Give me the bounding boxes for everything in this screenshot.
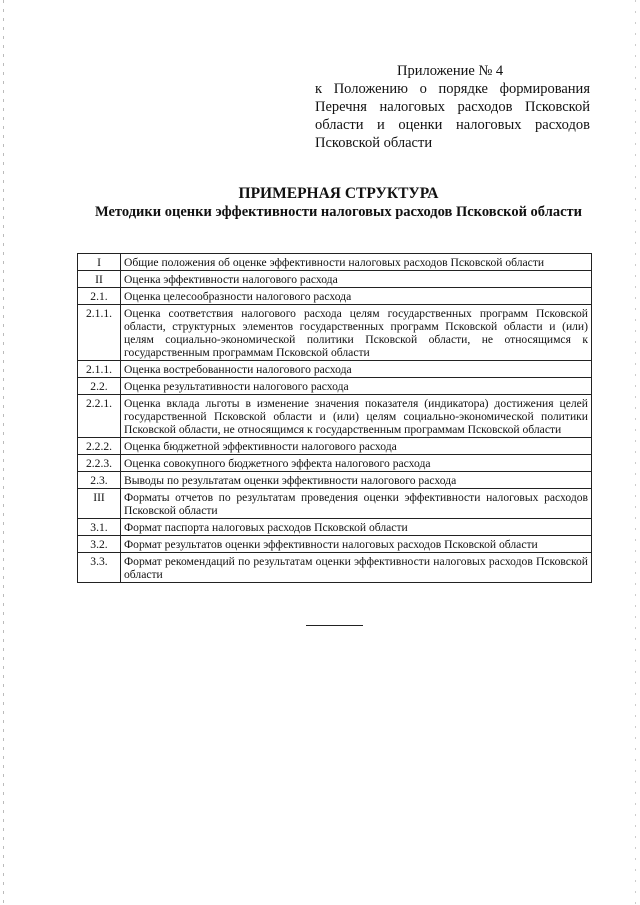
table-row <box>78 288 592 305</box>
row-number: 2.1. <box>78 288 121 305</box>
row-text: Оценка востребованности налогового расхода <box>121 361 592 378</box>
row-number: 2.2.2. <box>78 438 121 455</box>
row-text: Оценка результативности налогового расхода <box>121 378 592 395</box>
row-text: Оценка бюджетной эффективности налогового расхода <box>121 438 592 455</box>
table-row <box>78 378 592 395</box>
row-number: 2.2.1. <box>78 395 121 438</box>
row-text: Формат рекомендаций по результатам оценки эффективности налоговых расходов Псковской области <box>121 553 592 583</box>
document-subtitle: Методики оценки эффективности налоговых расходов Псковской области <box>95 204 582 220</box>
row-text: Выводы по результатам оценки эффективности налогового расхода <box>121 472 592 489</box>
row-text: Форматы отчетов по результатам проведения оценки эффективности налоговых расходов Псковской области <box>121 489 592 519</box>
scan-edge-right <box>635 0 636 905</box>
row-number: 2.2. <box>78 378 121 395</box>
table-row <box>78 472 592 489</box>
structure-table <box>77 253 592 583</box>
row-number: 3.3. <box>78 553 121 583</box>
row-text: Формат результатов оценки эффективности налоговых расходов Псковской области <box>121 536 592 553</box>
scan-edge-left <box>3 0 4 905</box>
row-text: Оценка вклада льготы в изменение значения показателя (индикатора) достижения целей государственной Псковской области и (или) целям социально-экономической политики Псковской области, не относящимся к государственным программам Псковской области <box>121 395 592 438</box>
document-title: ПРИМЕРНАЯ СТРУКТУРА <box>238 185 439 202</box>
table-row <box>78 438 592 455</box>
table-row <box>78 395 592 438</box>
row-number: II <box>78 271 121 288</box>
document-heading <box>75 184 602 221</box>
row-text: Оценка эффективности налогового расхода <box>121 271 592 288</box>
row-text: Оценка целесообразности налогового расхода <box>121 288 592 305</box>
table-row <box>78 361 592 378</box>
appendix-number: Приложение № 4 <box>397 63 504 79</box>
table-row <box>78 519 592 536</box>
row-number: 2.3. <box>78 472 121 489</box>
table-row <box>78 553 592 583</box>
closing-separator-line <box>306 625 363 626</box>
row-text: Формат паспорта налоговых расходов Псковской области <box>121 519 592 536</box>
row-number: 2.1.1. <box>78 361 121 378</box>
table-row <box>78 305 592 361</box>
appendix-block <box>315 62 590 152</box>
row-number: 2.2.3. <box>78 455 121 472</box>
row-text: Общие положения об оценке эффективности налоговых расходов Псковской области <box>121 254 592 271</box>
row-number: 3.2. <box>78 536 121 553</box>
table-row <box>78 254 592 271</box>
row-text: Оценка соответствия налогового расхода целям государственных программ Псковской области, структурных элементов государственных программ Псковской области и (или) целям социально-экономической политики Псковской области, не относящимся к государственным программам Псковской области <box>121 305 592 361</box>
appendix-basis: к Положению о порядке формирования Перечня налоговых расходов Псковской области и оценки налоговых расходов Псковской области <box>315 81 590 151</box>
row-number: III <box>78 489 121 519</box>
table-row <box>78 536 592 553</box>
row-number: I <box>78 254 121 271</box>
table-row <box>78 455 592 472</box>
row-text: Оценка совокупного бюджетного эффекта налогового расхода <box>121 455 592 472</box>
row-number: 2.1.1. <box>78 305 121 361</box>
row-number: 3.1. <box>78 519 121 536</box>
table-row <box>78 271 592 288</box>
table-row <box>78 489 592 519</box>
